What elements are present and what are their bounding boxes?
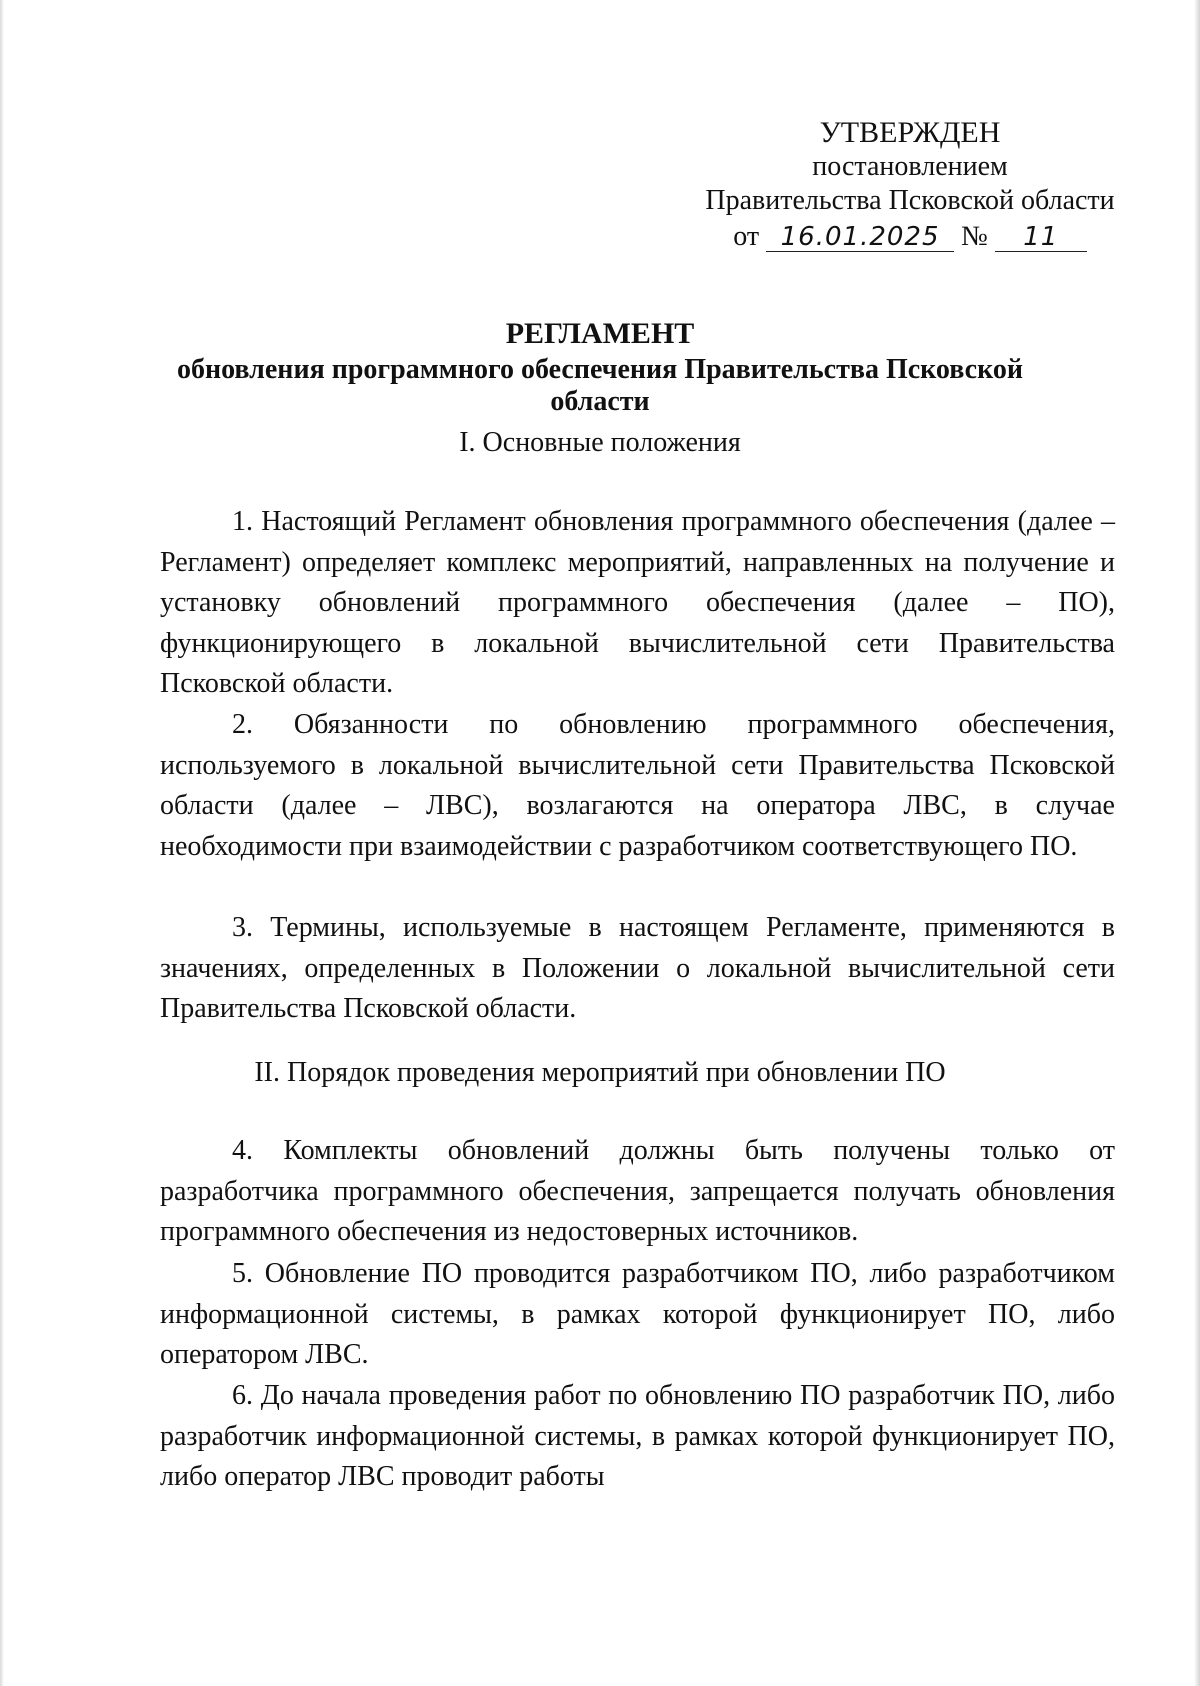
number-sign: № [961,221,988,252]
scan-edge-right [1194,0,1200,1686]
paragraph-1: 1. Настоящий Регламент обновления программного обеспечения (далее – Регламент) определяет комплекс мероприятий, направленных на получение и установку обновлений программного обеспечения (далее – ПО), функционирующего в локальной вычислительной сети Правительства Псковской области. [160,506,1115,699]
document-title: РЕГЛАМЕНТ [505,317,695,350]
handwritten-number: 11 [995,223,1087,252]
paragraph-2: 2. Обязанности по обновлению программного обеспечения, используемого в локальной вычислительной сети Правительства Псковской области (далее – ЛВС), возлагаются на оператора ЛВС, в случае необходимости при взаимодействии с разработчиком соответствующего ПО. [160,709,1115,862]
authority-label: Правительства Псковской области [705,185,1115,216]
document-title-block [150,318,1050,418]
section-2-heading: II. Порядок проведения мероприятий при обновлении ПО [254,1057,946,1088]
section-1-heading: I. Основные положения [459,427,741,458]
document-subtitle: обновления программного обеспечения Правительства Псковской области [176,354,1023,417]
date-prefix: от [733,221,760,252]
date-number-line [700,220,1120,254]
decree-label: постановлением [812,151,1008,182]
paragraph-3: 3. Термины, используемые в настоящем Регламенте, применяются в значениях, определенных в Положении о локальной вычислительной сети Правительства Псковской области. [160,912,1115,1024]
paragraph-5: 5. Обновление ПО проводится разработчиком ПО, либо разработчиком информационной системы, в рамках которой функционирует ПО, либо оператором ЛВС. [160,1258,1115,1370]
handwritten-date: 16.01.2025 [766,223,954,252]
approved-label: УТВЕРЖДЕН [819,116,1001,149]
paragraph-4: 4. Комплекты обновлений должны быть получены только от разработчика программного обеспечения, запрещается получать обновления программного обеспечения из недостоверных источников. [160,1135,1115,1247]
paragraph-6: 6. До начала проведения работ по обновлению ПО разработчик ПО, либо разработчик информационной системы, в рамках которой функционирует ПО, либо оператор ЛВС проводит работы [160,1380,1115,1492]
approval-stamp-block [700,116,1120,254]
scan-edge-left [0,0,4,1686]
